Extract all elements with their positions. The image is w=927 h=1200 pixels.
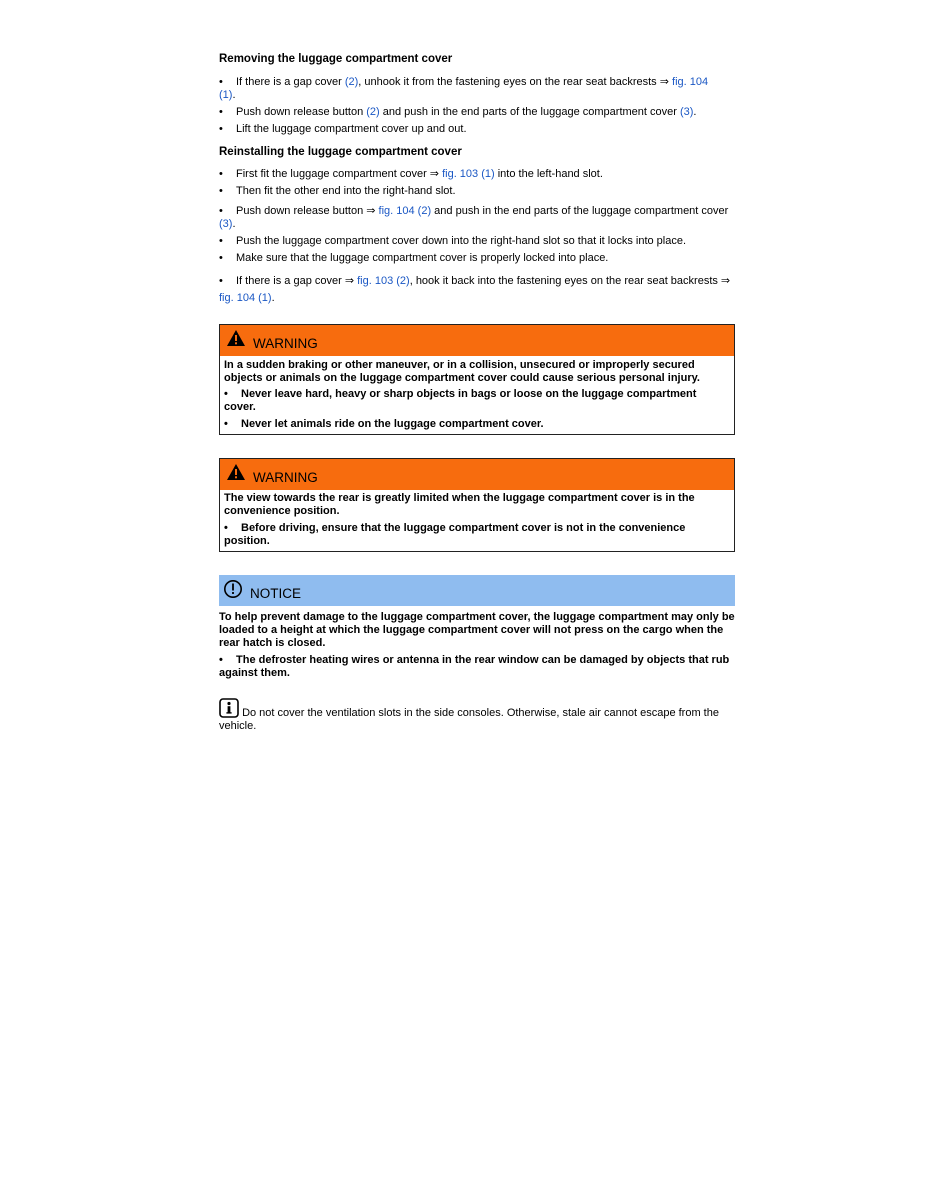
removing-item-2: • Push down release button (2) and push in the end parts of the luggage compartment cover (3).: [219, 106, 697, 118]
bullet: •: [219, 252, 223, 264]
warning-box-2: [219, 458, 735, 552]
notice-label: NOTICE: [250, 586, 302, 601]
bullet: •: [224, 388, 228, 400]
warning-intro: In a sudden braking or other maneuver, or in a collision, unsecured or improperly secured objects or animals on the luggage compartment cover could cause serious personal injury.: [224, 359, 700, 384]
warning-bullet: • Never leave hard, heavy or sharp objects in bags or loose on the luggage compartment cover.: [224, 388, 697, 413]
link-fig[interactable]: fig. 104 (1): [219, 292, 272, 304]
bullet: •: [224, 418, 228, 430]
warning-icon: [226, 463, 246, 481]
info-icon: [219, 698, 239, 718]
reinstalling-item-4: • Push the luggage compartment cover down into the right-hand slot so that it locks into place.: [219, 235, 687, 247]
link-ref[interactable]: (2): [366, 106, 380, 118]
reinstalling-heading: Reinstalling the luggage compartment cover: [219, 146, 462, 158]
warning-header: [220, 459, 734, 490]
warning-bullet: • Before driving, ensure that the luggage compartment cover is not in the convenience position.: [224, 522, 686, 547]
link-ref[interactable]: (3): [219, 218, 233, 230]
bullet: •: [219, 185, 223, 197]
warning-label: WARNING: [253, 470, 318, 485]
warning-icon: [226, 329, 246, 347]
link-fig[interactable]: fig. 104 (2): [378, 205, 432, 217]
bullet: •: [219, 76, 223, 88]
link-ref[interactable]: (2): [344, 76, 359, 88]
reinstalling-item-3: • Push down release button ⇒ fig. 104 (2) and push in the end parts of the luggage compartment cover (3).: [219, 205, 729, 230]
warning-label: WARNING: [253, 336, 318, 351]
warning-header: [220, 325, 734, 356]
bullet: •: [219, 123, 223, 135]
bullet: •: [219, 106, 223, 118]
info-note: [219, 698, 735, 733]
notice-intro: To help prevent damage to the luggage compartment cover, the luggage compartment may only be loaded to a height at which the luggage compartment cover will not press on the cargo when the rear hatch is closed.: [219, 611, 735, 649]
link-fig[interactable]: fig. 103 (1): [442, 168, 495, 180]
reinstalling-item-2: • Then fit the other end into the right-hand slot.: [219, 185, 456, 197]
bullet: •: [224, 522, 228, 534]
link-fig[interactable]: fig. 104: [672, 76, 709, 88]
document-page: [219, 50, 735, 733]
warning-body: [220, 490, 734, 551]
notice-bullet: • The defroster heating wires or antenna in the rear window can be damaged by objects that rub against them.: [219, 654, 730, 679]
removing-item-3: • Lift the luggage compartment cover up and out.: [219, 123, 467, 135]
link-ref[interactable]: (3): [679, 106, 694, 118]
link-ref[interactable]: (1): [219, 89, 233, 101]
bullet: •: [219, 654, 223, 666]
bullet: •: [219, 235, 223, 247]
notice-icon: [223, 579, 243, 599]
removing-heading: Removing the luggage compartment cover: [219, 53, 453, 65]
info-text: Do not cover the ventilation slots in the side consoles. Otherwise, stale air cannot escape from the vehicle.: [219, 707, 719, 732]
reinstalling-item-6: • If there is a gap cover ⇒ fig. 103 (2), hook it back into the fastening eyes on the rear seat backrests ⇒ fig. 104 (1).: [219, 275, 731, 304]
bullet: •: [219, 168, 223, 180]
notice-header: [219, 575, 735, 606]
bullet: •: [219, 205, 223, 217]
bullet: •: [219, 275, 223, 287]
notice-box: [219, 575, 735, 680]
warning-intro: The view towards the rear is greatly limited when the luggage compartment cover is in the convenience position.: [224, 492, 695, 517]
link-fig[interactable]: fig. 103 (2): [357, 275, 410, 287]
removing-item-1: • If there is a gap cover (2), unhook it from the fastening eyes on the rear seat backrests ⇒ fig. 104 (1).: [219, 76, 709, 101]
reinstalling-item-1: • First fit the luggage compartment cover ⇒ fig. 103 (1) into the left-hand slot.: [219, 168, 603, 180]
notice-body: [219, 606, 735, 680]
warning-body: [220, 356, 734, 434]
warning-bullet: • Never let animals ride on the luggage compartment cover.: [224, 418, 544, 430]
reinstalling-item-5: • Make sure that the luggage compartment cover is properly locked into place.: [219, 252, 609, 264]
warning-box-1: [219, 324, 735, 435]
